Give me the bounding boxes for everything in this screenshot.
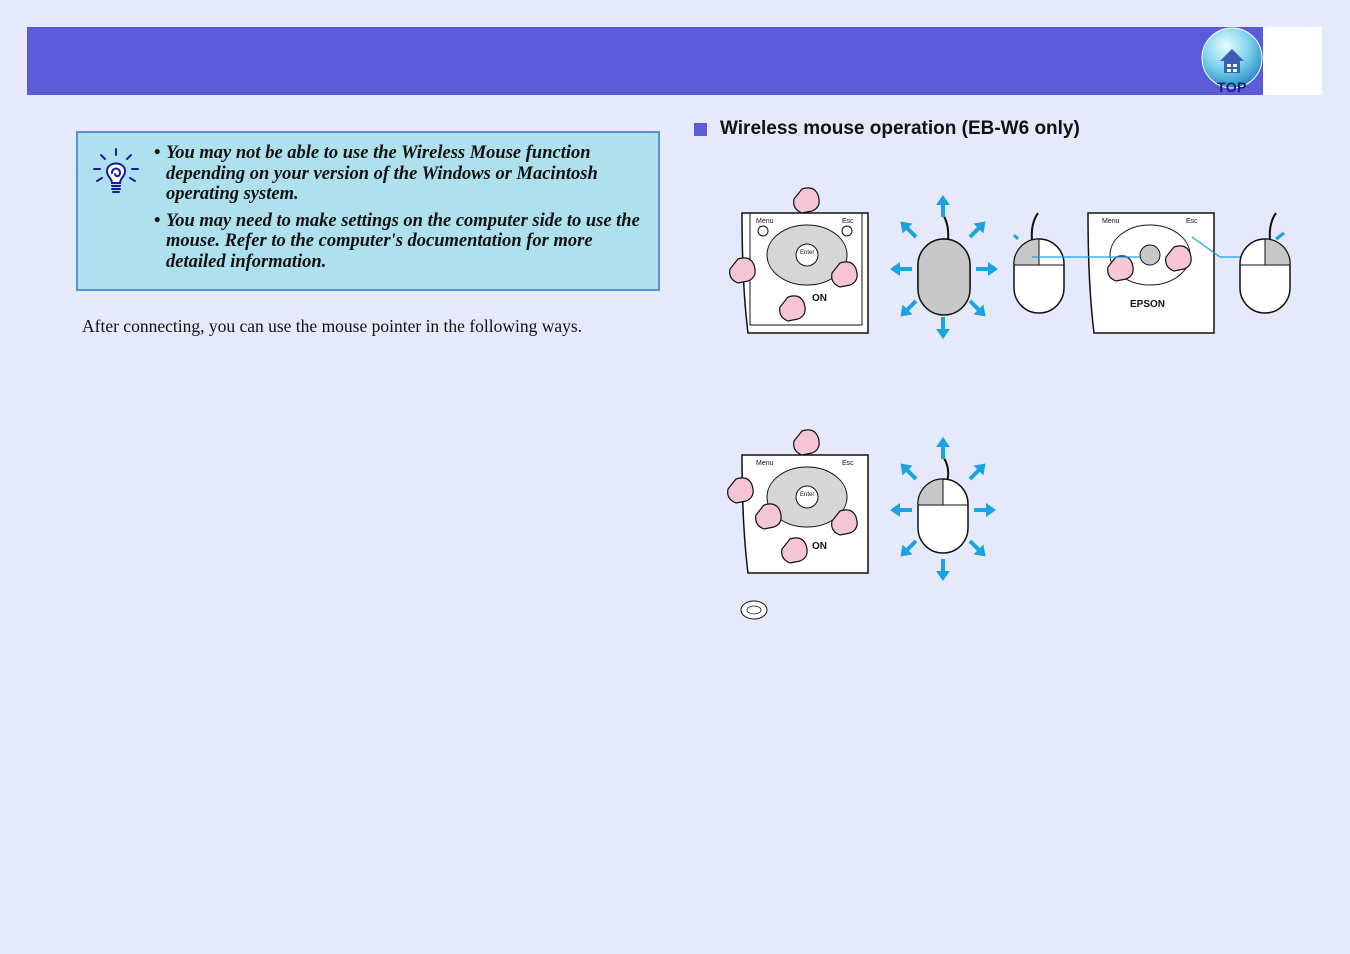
svg-text:Esc: Esc [842,460,854,467]
top-label: TOP [1216,79,1248,95]
svg-text:ON: ON [812,541,827,552]
svg-text:Menu: Menu [1102,218,1120,225]
mouse-diagram-3 [1240,213,1290,313]
svg-text:Esc: Esc [1186,218,1198,225]
tip-list [154,143,650,278]
mouse-diagram-1 [890,195,998,339]
section-heading: Wireless mouse operation (EB-W6 only) [694,118,1080,140]
remote-control-3 [728,430,868,573]
header-page-area [1263,27,1322,95]
tip-item: • You may need to make settings on the computer side to use the mouse. Refer to the computer's documentation for more detailed information. [154,210,640,272]
intro-text: After connecting, you can use the mouse pointer in the following ways. [82,316,583,336]
mouse-diagram-4 [890,437,996,581]
svg-text:ON: ON [812,293,827,304]
tip-item: • You may not be able to use the Wireless Mouse function depending on your version of the Windows or Macintosh operating system. [154,143,598,204]
svg-text:Menu: Menu [756,218,774,225]
dpad-icon [741,601,767,619]
svg-text:Esc: Esc [842,218,854,225]
svg-text:EPSON: EPSON [1130,299,1166,310]
lightbulb-hint-icon [92,147,140,195]
top-button[interactable] [1200,27,1264,95]
svg-text:Menu: Menu [756,460,774,467]
tip-box [76,131,660,291]
mouse-diagram-2 [1014,213,1064,313]
mouse-operation-illustration [720,185,1320,625]
svg-text:Enter: Enter [800,250,815,256]
heading-square-icon [694,123,707,136]
remote-control-1 [730,188,868,333]
svg-text:Enter: Enter [800,492,815,498]
header-bar [27,27,1263,95]
